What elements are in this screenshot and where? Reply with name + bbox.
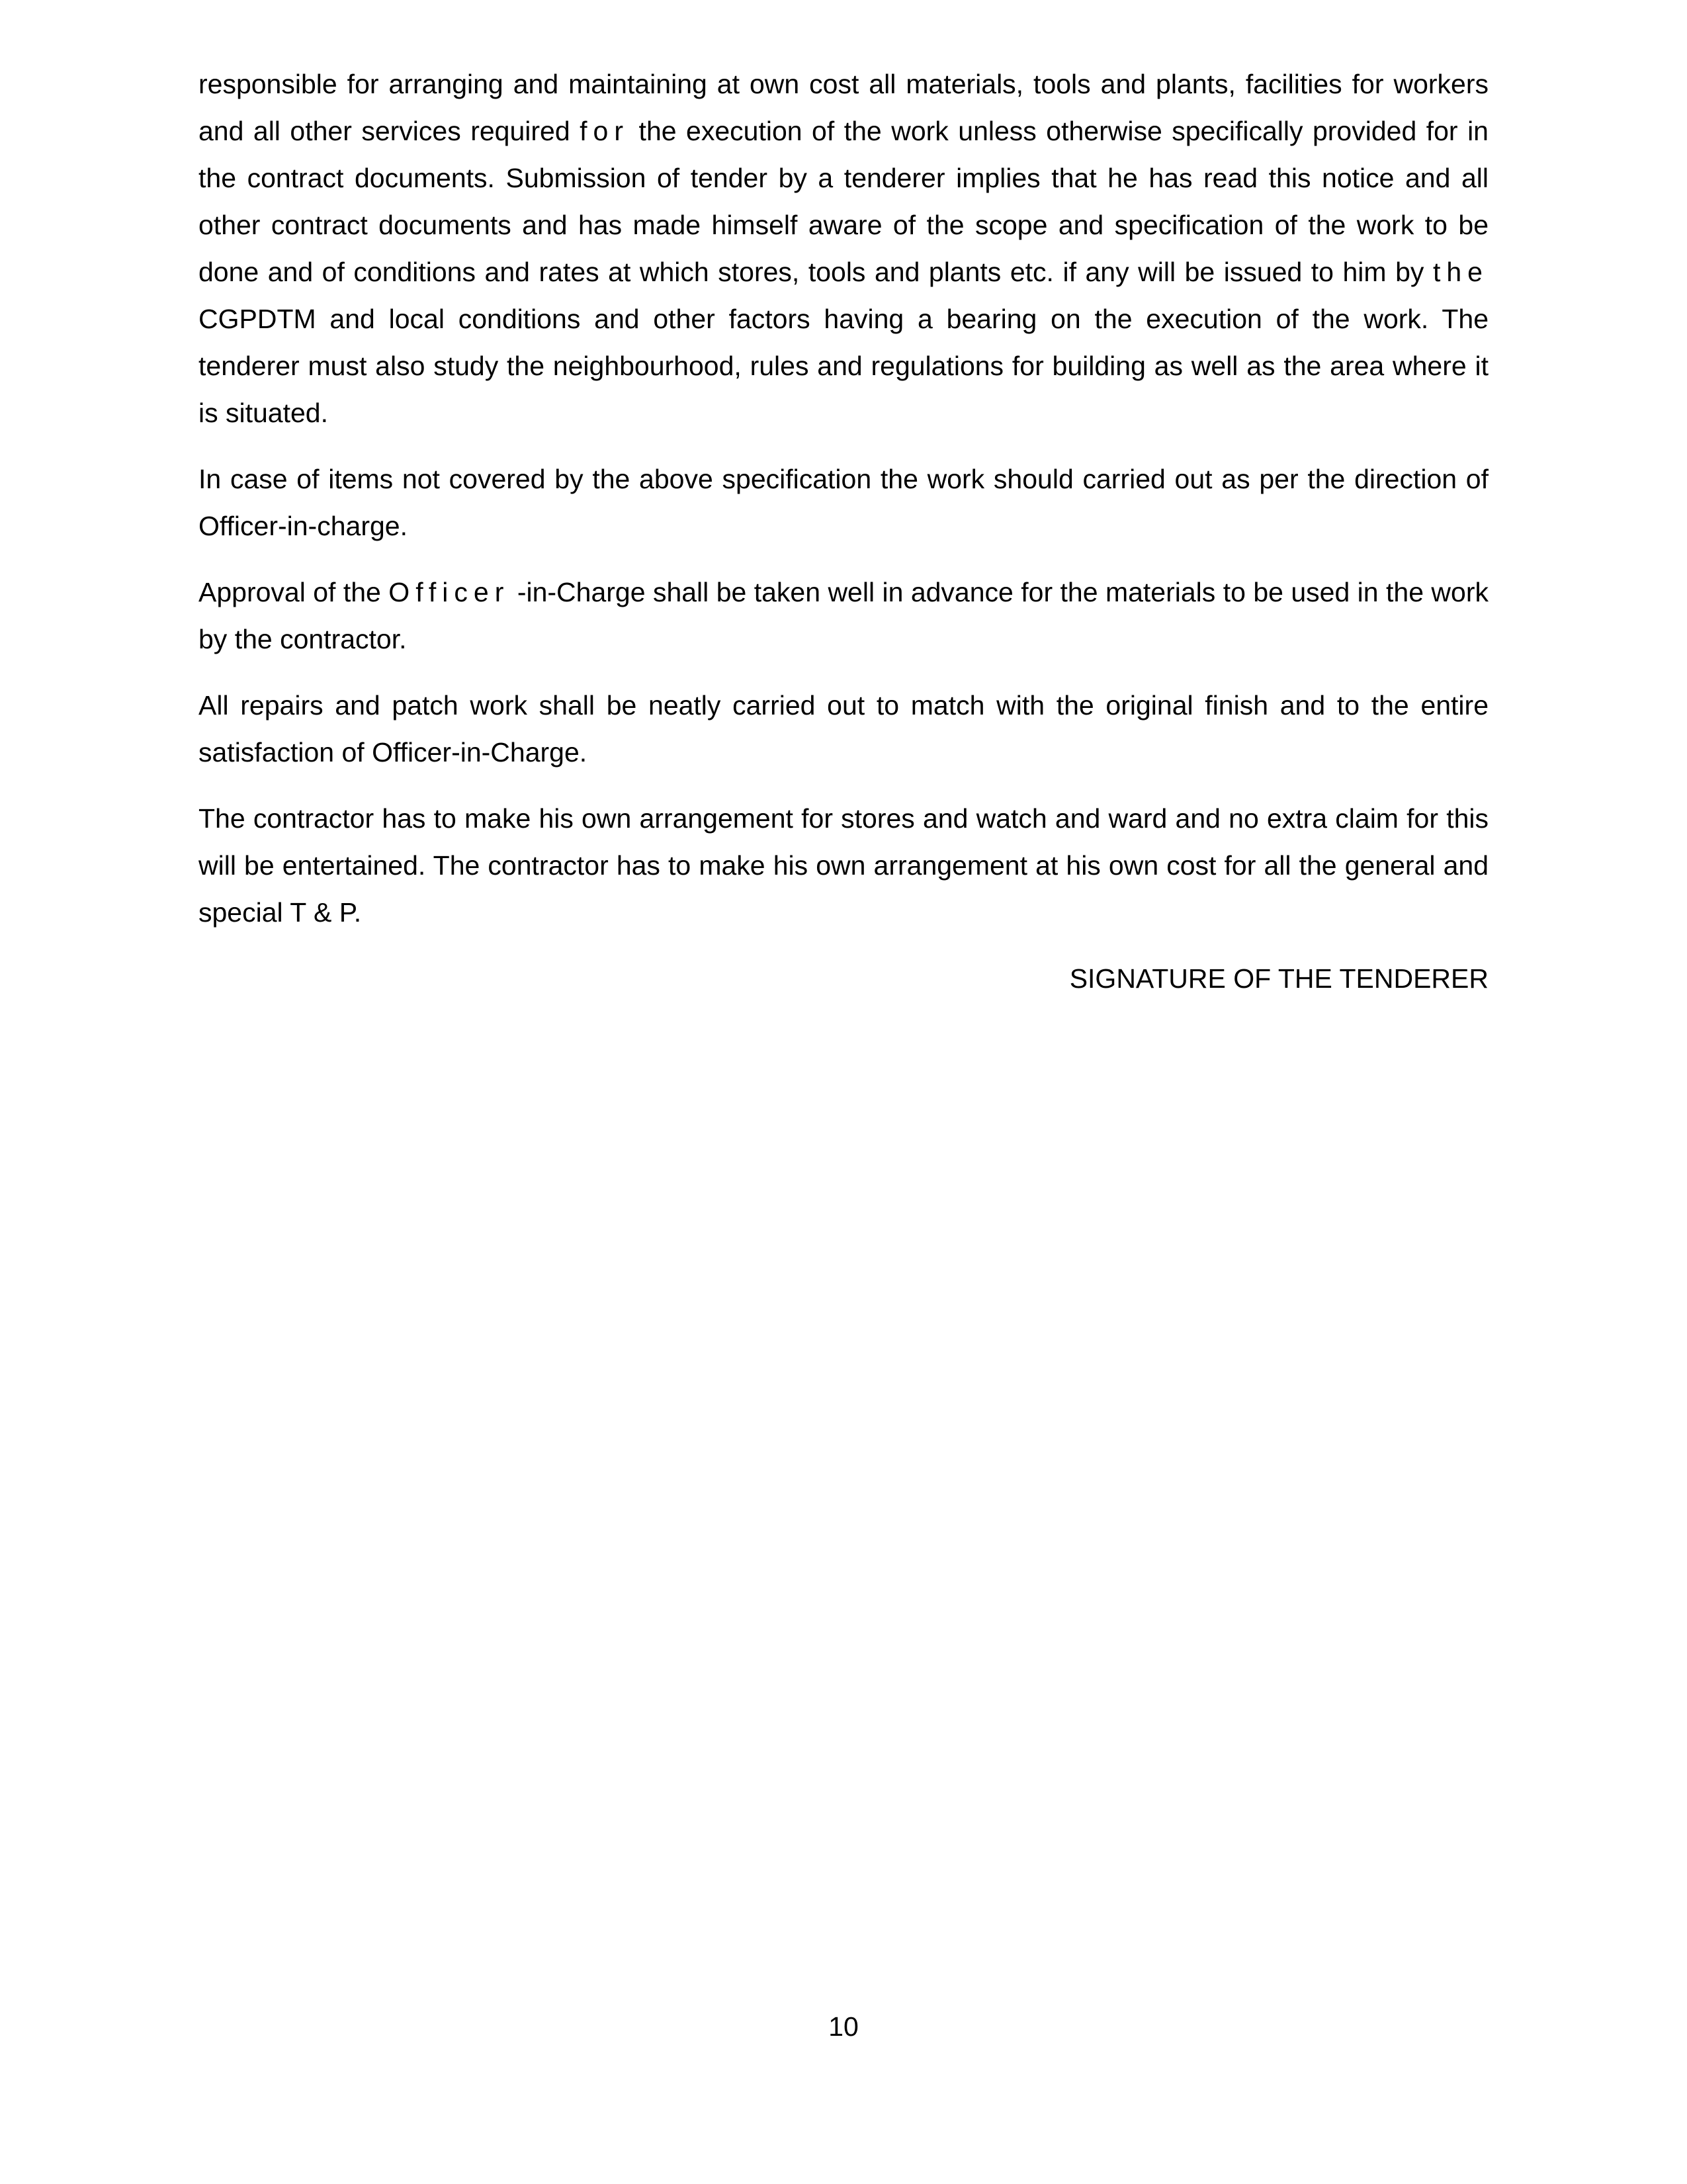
paragraph: [198, 682, 1489, 776]
paragraphs-container: [198, 61, 1489, 936]
paragraph: [198, 456, 1489, 550]
letter-spaced-text: Officer: [388, 577, 510, 607]
letter-spaced-text: for: [580, 116, 630, 146]
text-segment: The contractor has to make his own arrangement for stores and watch and ward and no extra claim for this will be entertained. The contractor has to make his own arrangement at his own cost for all the general and special T & P.: [198, 803, 1489, 928]
text-segment: the execution of the work unless otherwise specifically provided for in the contract documents. Submission of tender by a tenderer implies that he has read this notice and all other contract documents and has made himself aware of the scope and specification of the work to be done and of conditions and rates at which stores, tools and plants etc. if any will be issued to him by: [198, 116, 1489, 287]
letter-spaced-text: the: [1432, 257, 1489, 287]
text-segment: CGPDTM and local conditions and other factors having a bearing on the execution of the work. The tenderer must also study the neighbourhood, rules and regulations for building as well as the area where it is situated.: [198, 304, 1489, 428]
text-segment: In case of items not covered by the above specification the work should carried out as per the direction of Officer-in-charge.: [198, 464, 1489, 541]
paragraph: [198, 61, 1489, 437]
text-segment: All repairs and patch work shall be neatly carried out to match with the original finish and to the entire satisfaction of Officer-in-Charge.: [198, 690, 1489, 767]
paragraph: [198, 569, 1489, 663]
paragraph: [198, 795, 1489, 936]
signature-line: SIGNATURE OF THE TENDERER: [1069, 963, 1489, 994]
page-number: 10: [828, 2011, 859, 2042]
text-segment: Approval of the: [198, 577, 389, 607]
document-body: [0, 0, 1687, 1002]
text-segment: responsible for arranging and maintaining at own cost all materials, tools and plants, facilities for workers and all other services required: [198, 69, 1489, 146]
text-segment: -in-Charge shall be taken well in advance for the materials to be used in the work by the contractor.: [198, 577, 1489, 654]
